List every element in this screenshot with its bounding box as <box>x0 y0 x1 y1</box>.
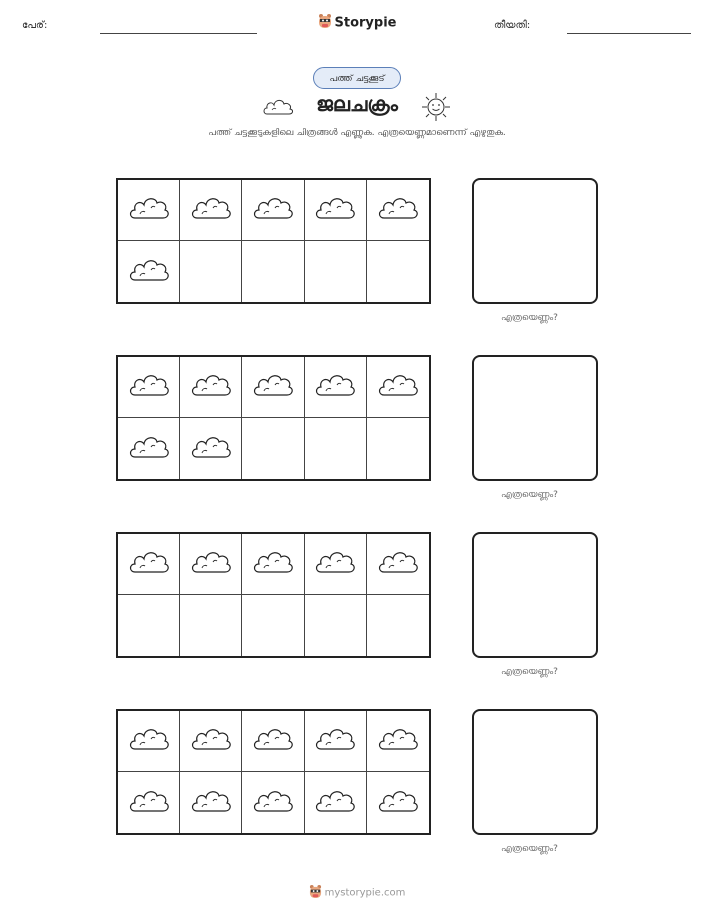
frame-cell <box>367 595 429 656</box>
frame-cell <box>118 772 180 833</box>
storypie-logo-icon <box>318 13 332 33</box>
frame-cell <box>118 711 180 772</box>
answer-box-3[interactable] <box>472 532 598 658</box>
cloud-icon <box>376 547 420 581</box>
date-line[interactable] <box>567 33 691 34</box>
answer-question-3: എത്രയെണ്ണം? <box>501 667 558 677</box>
cloud-icon <box>127 370 171 404</box>
cloud-icon <box>376 370 420 404</box>
cloud-icon <box>376 786 420 820</box>
ten-frame-1 <box>116 178 431 304</box>
instructions: പത്ത് ചട്ടക്കൂടുകളിലെ ചിത്രങ്ങൾ എണ്ണുക. എത്രയെണ്ണമാണെന്ന് എഴുതുക. <box>208 128 506 138</box>
frame-cell <box>242 534 304 595</box>
cloud-icon <box>189 370 233 404</box>
brand <box>0 13 714 33</box>
frame-cell <box>242 357 304 418</box>
cloud-icon <box>189 193 233 227</box>
ten-frame-4 <box>116 709 431 835</box>
cloud-icon <box>127 432 171 466</box>
cloud-icon <box>127 193 171 227</box>
cloud-icon <box>251 370 295 404</box>
frame-cell <box>305 595 367 656</box>
frame-cell <box>180 418 242 479</box>
cloud-icon <box>313 193 357 227</box>
cloud-icon <box>313 547 357 581</box>
answer-question-2: എത്രയെണ്ണം? <box>501 490 558 500</box>
frame-cell <box>305 534 367 595</box>
footer-url[interactable]: mystorypie.com <box>324 887 406 899</box>
cloud-icon <box>313 724 357 758</box>
frame-cell <box>367 180 429 241</box>
cloud-icon <box>251 724 295 758</box>
frame-cell <box>242 241 304 302</box>
name-label: പേര്: <box>22 20 48 31</box>
cloud-icon <box>189 724 233 758</box>
frame-cell <box>367 534 429 595</box>
cloud-icon <box>127 547 171 581</box>
cloud-icon <box>251 193 295 227</box>
cloud-icon <box>251 786 295 820</box>
frame-cell <box>305 418 367 479</box>
frame-cell <box>118 180 180 241</box>
frame-cell <box>305 357 367 418</box>
page-title: ജലചക്രം <box>316 92 398 116</box>
frame-cell <box>305 241 367 302</box>
cloud-icon <box>376 193 420 227</box>
cloud-icon <box>189 432 233 466</box>
frame-cell <box>305 711 367 772</box>
cloud-icon <box>127 724 171 758</box>
frame-cell <box>367 711 429 772</box>
storypie-logo-icon <box>309 884 322 902</box>
frame-cell <box>242 180 304 241</box>
frame-cell <box>118 241 180 302</box>
frame-cell <box>180 595 242 656</box>
cloud-icon <box>127 255 171 289</box>
frame-cell <box>180 534 242 595</box>
answer-box-4[interactable] <box>472 709 598 835</box>
frame-cell <box>180 711 242 772</box>
frame-cell <box>367 357 429 418</box>
frame-cell <box>180 241 242 302</box>
cloud-icon <box>189 547 233 581</box>
date-label: തീയതി: <box>494 20 531 31</box>
frame-cell <box>305 772 367 833</box>
footer <box>0 884 714 902</box>
cloud-icon <box>251 547 295 581</box>
cloud-icon <box>189 786 233 820</box>
frame-cell <box>242 418 304 479</box>
frame-cell <box>367 772 429 833</box>
sun-icon <box>421 92 451 126</box>
frame-cell <box>242 595 304 656</box>
ten-frame-2 <box>116 355 431 481</box>
ten-frame-3 <box>116 532 431 658</box>
answer-question-1: എത്രയെണ്ണം? <box>501 313 558 323</box>
answer-box-1[interactable] <box>472 178 598 304</box>
frame-cell <box>367 241 429 302</box>
worksheet-tag: പത്ത് ചട്ടക്കൂട് <box>313 67 401 89</box>
frame-cell <box>367 418 429 479</box>
cloud-icon <box>376 724 420 758</box>
frame-cell <box>118 534 180 595</box>
cloud-icon <box>313 786 357 820</box>
frame-cell <box>242 711 304 772</box>
frame-cell <box>305 180 367 241</box>
answer-question-4: എത്രയെണ്ണം? <box>501 844 558 854</box>
frame-cell <box>180 772 242 833</box>
answer-box-2[interactable] <box>472 355 598 481</box>
frame-cell <box>118 595 180 656</box>
frame-cell <box>118 357 180 418</box>
cloud-icon <box>313 370 357 404</box>
brand-name: Storypie <box>334 15 397 31</box>
frame-cell <box>242 772 304 833</box>
frame-cell <box>180 357 242 418</box>
name-line[interactable] <box>100 33 257 34</box>
frame-cell <box>118 418 180 479</box>
frame-cell <box>180 180 242 241</box>
cloud-icon <box>127 786 171 820</box>
